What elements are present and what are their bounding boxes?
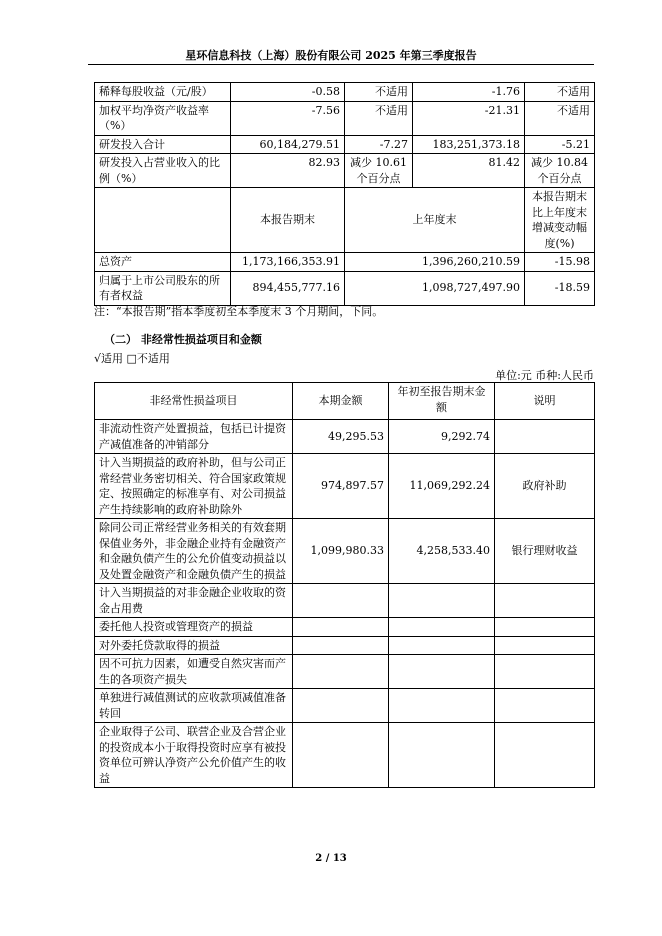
table-cell: 因不可抗力因素，如遭受自然灾害而产生的各项资产损失 <box>95 655 293 689</box>
table-cell <box>293 584 389 618</box>
table-cell: 非流动性资产处置损益，包括已计提资产减值准备的冲销部分 <box>95 420 293 454</box>
table-cell: 60,184,279.51 <box>231 135 345 154</box>
financial-indicators-table <box>94 82 595 306</box>
table-cell: 企业取得子公司、联营企业及合营企业的投资成本小于取得投资时应享有被投资单位可辨认净资产公允价值产生的收益 <box>95 723 293 788</box>
table-cell: 974,897.57 <box>293 454 389 519</box>
table-cell: -7.56 <box>231 101 345 135</box>
table-header-cell: 本期金额 <box>293 383 389 420</box>
page-number: 2 / 13 <box>315 853 347 864</box>
table-cell: 单独进行减值测试的应收款项减值准备转回 <box>95 689 293 723</box>
table-cell: 除同公司正常经营业务相关的有效套期保值业务外，非金融企业持有金融资产和金融负债产生的公允价值变动损益以及处置金融资产和金融负债产生的损益 <box>95 519 293 584</box>
table-cell <box>293 689 389 723</box>
table-cell: 183,251,373.18 <box>413 135 525 154</box>
table-cell: 稀释每股收益（元/股） <box>95 83 231 102</box>
table-cell <box>495 584 595 618</box>
table-row <box>95 454 595 519</box>
table-subheader-row <box>95 188 595 253</box>
table-cell: 不适用 <box>345 83 413 102</box>
table-header-row <box>95 383 595 420</box>
table-row <box>95 271 595 305</box>
table-cell: 对外委托贷款取得的损益 <box>95 636 293 655</box>
table-cell: -15.98 <box>525 253 595 272</box>
table-cell <box>389 723 495 788</box>
table-cell: 不适用 <box>525 83 595 102</box>
table-cell: 不适用 <box>345 101 413 135</box>
table-cell <box>495 636 595 655</box>
table-cell: 894,455,777.16 <box>231 271 345 305</box>
table-cell: 研发投入合计 <box>95 135 231 154</box>
table-cell: 银行理财收益 <box>495 519 595 584</box>
table-row <box>95 154 595 188</box>
table-cell: -21.31 <box>413 101 525 135</box>
header-divider <box>88 64 594 65</box>
table-header-cell: 年初至报告期末金额 <box>389 383 495 420</box>
table-cell <box>389 584 495 618</box>
table-cell: 49,295.53 <box>293 420 389 454</box>
table-cell: -0.58 <box>231 83 345 102</box>
page-header-title: 星环信息科技（上海）股份有限公司 2025 年第三季度报告 <box>185 49 477 62</box>
table-cell <box>95 188 231 253</box>
table-header-cell: 非经常性损益项目 <box>95 383 293 420</box>
table-cell: 81.42 <box>413 154 525 188</box>
table-cell: 减少 10.61 个百分点 <box>345 154 413 188</box>
table-cell: -1.76 <box>413 83 525 102</box>
table-cell <box>389 689 495 723</box>
table-row <box>95 420 595 454</box>
table-cell: 政府补助 <box>495 454 595 519</box>
table-cell: 1,099,980.33 <box>293 519 389 584</box>
table-cell <box>293 636 389 655</box>
table-cell: 1,396,260,210.59 <box>345 253 525 272</box>
table-header-cell: 说明 <box>495 383 595 420</box>
table-header-cell: 本报告期末 <box>231 188 345 253</box>
table-cell <box>495 723 595 788</box>
table-note: 注：“本报告期”指本季度初至本季度末 3 个月期间，下同。 <box>94 305 384 318</box>
non-recurring-gains-table <box>94 382 595 788</box>
table-row <box>95 584 595 618</box>
table-row <box>95 636 595 655</box>
table-cell: 计入当期损益的对非金融企业收取的资金占用费 <box>95 584 293 618</box>
table-cell: 1,098,727,497.90 <box>345 271 525 305</box>
table-cell <box>389 636 495 655</box>
table-cell <box>495 420 595 454</box>
table-cell <box>495 655 595 689</box>
table-cell <box>293 723 389 788</box>
table-cell: 82.93 <box>231 154 345 188</box>
table-row <box>95 689 595 723</box>
table-cell <box>293 655 389 689</box>
table-cell: 减少 10.84 个百分点 <box>525 154 595 188</box>
table-row <box>95 253 595 272</box>
table-cell: 研发投入占营业收入的比例（%） <box>95 154 231 188</box>
currency-unit: 单位:元 币种:人民币 <box>495 369 594 382</box>
table-cell: 4,258,533.40 <box>389 519 495 584</box>
table-cell: -5.21 <box>525 135 595 154</box>
table-cell: 1,173,166,353.91 <box>231 253 345 272</box>
table-cell <box>495 689 595 723</box>
table-cell: -18.59 <box>525 271 595 305</box>
table-row <box>95 655 595 689</box>
table-row <box>95 723 595 788</box>
table-cell: 归属于上市公司股东的所有者权益 <box>95 271 231 305</box>
table-row <box>95 618 595 637</box>
table-cell: 计入当期损益的政府补助，但与公司正常经营业务密切相关、符合国家政策规定、按照确定的标准享有、对公司损益产生持续影响的政府补助除外 <box>95 454 293 519</box>
table-cell: 9,292.74 <box>389 420 495 454</box>
table-cell <box>389 618 495 637</box>
table-cell: 11,069,292.24 <box>389 454 495 519</box>
table-header-cell: 本报告期末比上年度末增减变动幅度(%) <box>525 188 595 253</box>
applicability-options: √适用 □不适用 <box>94 352 170 365</box>
table-cell: 加权平均净资产收益率（%） <box>95 101 231 135</box>
table-row <box>95 83 595 102</box>
table-cell: 不适用 <box>525 101 595 135</box>
table-row <box>95 519 595 584</box>
table-cell: -7.27 <box>345 135 413 154</box>
table-cell: 委托他人投资或管理资产的损益 <box>95 618 293 637</box>
table-header-cell: 上年度末 <box>345 188 525 253</box>
section-title: （二） 非经常性损益项目和金额 <box>104 333 262 346</box>
table-cell <box>495 618 595 637</box>
table-row <box>95 101 595 135</box>
table-cell <box>293 618 389 637</box>
table-row <box>95 135 595 154</box>
table-cell <box>389 655 495 689</box>
table-cell: 总资产 <box>95 253 231 272</box>
